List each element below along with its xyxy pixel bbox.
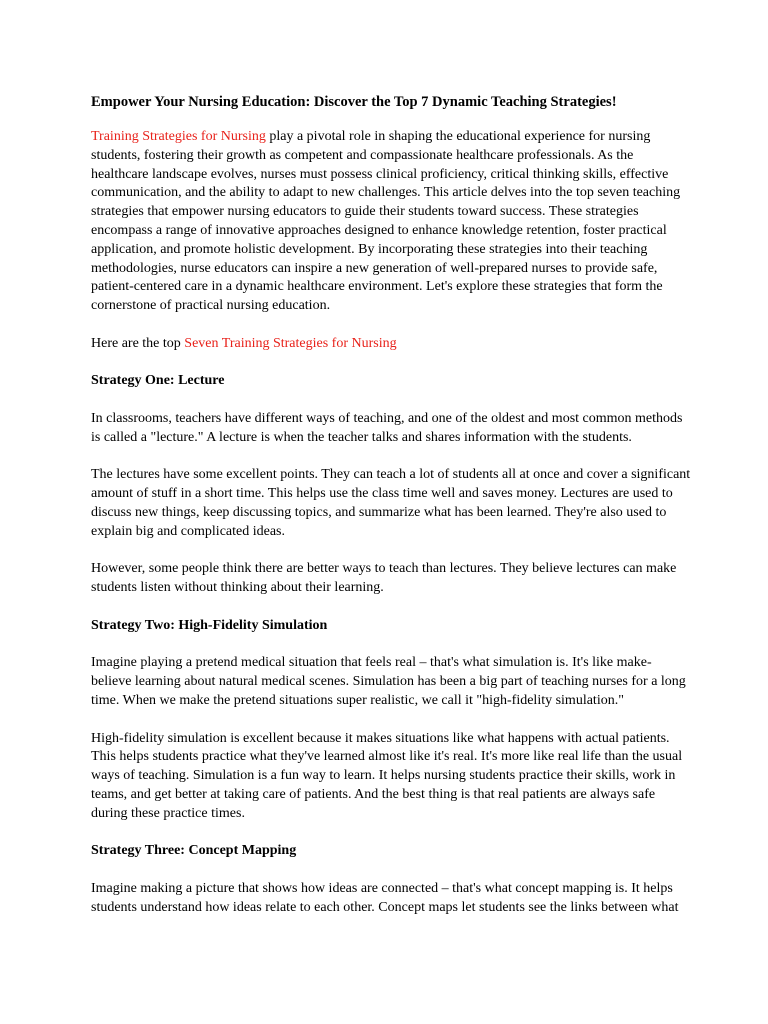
strategy-one-heading: Strategy One: Lecture	[91, 373, 225, 389]
strategy-three-heading: Strategy Three: Concept Mapping	[91, 843, 297, 859]
seven-strategies-link[interactable]: Seven Training Strategies for Nursing	[184, 335, 397, 351]
strategy-two-paragraph-2: High-fidelity simulation is excellent because it makes situations like what happens with actual patients. This helps students practice what they've learned almost like it's real. It's more like real life than the usual ways of teaching. Simulation is a fun way to learn. It helps nursing students practice their skills, work in teams, and get better at taking care of patients. And the best thing is that real patients are always safe during these practice times.	[91, 730, 683, 821]
document-title: Empower Your Nursing Education: Discover the Top 7 Dynamic Teaching Strategies!	[91, 94, 617, 110]
intro-text: play a pivotal role in shaping the educational experience for nursing students, fostering their growth as competent and compassionate healthcare professionals. As the healthcare landscape evolves, nurses must possess clinical proficiency, critical thinking skills, effective communication, and the ability to adapt to new challenges. This article delves into the top seven teaching strategies that empower nursing educators to guide their students toward success. These strategies encompass a range of innovative approaches designed to enhance knowledge retention, foster practical application, and promote holistic development. By incorporating these strategies into their teaching methodologies, nurse educators can inspire a new generation of well-prepared nurses to provide safe, patient-centered care in a dynamic healthcare environment. Let's explore these strategies that form the cornerstone of practical nursing education.	[91, 129, 681, 314]
strategy-one-paragraph-1: In classrooms, teachers have different ways of teaching, and one of the oldest and most common methods is called a "lecture." A lecture is when the teacher talks and shares information with the students.	[91, 410, 683, 445]
strategy-two-paragraph-1: Imagine playing a pretend medical situation that feels real – that's what simulation is. It's like make-believe learning about natural medical scenes. Simulation has been a big part of teaching nurses for a long time. When we make the pretend situations super realistic, we call it "high-fidelity simulation."	[91, 655, 686, 708]
top-line-text: Here are the top	[91, 335, 185, 351]
strategy-two-heading: Strategy Two: High-Fidelity Simulation	[91, 617, 328, 633]
intro-paragraph	[91, 128, 691, 316]
intro-link[interactable]: Training Strategies for Nursing	[91, 129, 266, 144]
top-strategies-line	[91, 335, 691, 354]
strategy-three-paragraph-1: Imagine making a picture that shows how ideas are connected – that's what concept mapping is. It helps students understand how ideas relate to each other. Concept maps let students see the links between what	[91, 880, 679, 915]
document-page	[91, 93, 691, 936]
strategy-one-paragraph-3: However, some people think there are better ways to teach than lectures. They believe lectures can make students listen without thinking about their learning.	[91, 561, 677, 596]
strategy-one-paragraph-2: The lectures have some excellent points. They can teach a lot of students all at once and cover a significant amount of stuff in a short time. This helps use the class time well and saves money. Lectures are used to discuss new things, keep discussing topics, and summarize what has been learned. They're also used to explain big and complicated ideas.	[91, 467, 691, 539]
